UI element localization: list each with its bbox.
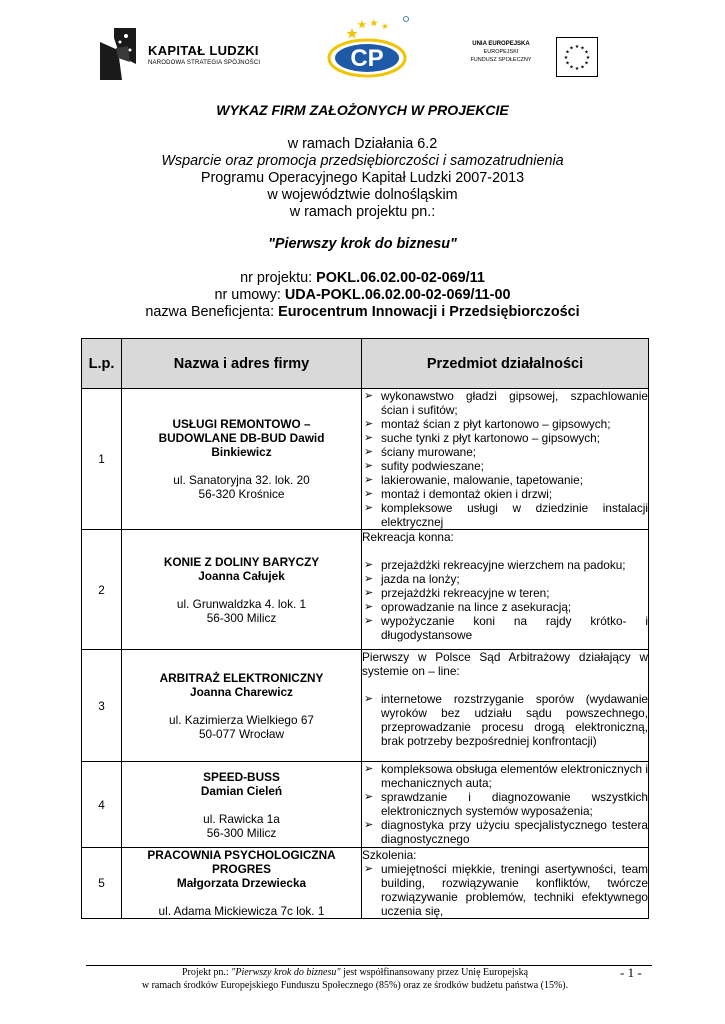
arrow-bullet-icon: ➢	[364, 587, 374, 599]
firm-address	[122, 473, 361, 501]
kapital-ludzki-subtitle: NARODOWA STRATEGIA SPÓJNOŚCI	[148, 60, 261, 66]
activity-item	[362, 762, 648, 790]
activity-intro: Rekreacja konna:	[362, 530, 454, 544]
firm-address	[122, 812, 361, 840]
heading-line-5: w ramach projektu pn.:	[289, 204, 436, 220]
row-lp: 1	[82, 389, 122, 530]
beneficiary-name: Eurocentrum Innowacji i Przedsiębiorczości	[278, 304, 580, 320]
arrow-bullet-icon: ➢	[364, 474, 374, 486]
firm-address	[122, 904, 361, 918]
activity-item-text: sprawdzanie i diagnozowanie wszystkich elektronicznych systemów wyposażenia;	[381, 790, 648, 818]
activity-intro: Pierwszy w Polsce Sąd Arbitrażowy działający w systemie on – line:	[362, 650, 648, 678]
svg-text:★: ★	[584, 60, 589, 67]
table-body	[82, 389, 649, 919]
firm-name-line: SPEED-BUSS	[203, 769, 280, 784]
footer-project: "Pierwszy krok do biznesu"	[231, 967, 341, 978]
activity-item-text: przejażdżki rekreacyjne w teren;	[381, 586, 550, 600]
activity-item	[362, 473, 648, 487]
eu-flag-icon	[556, 37, 598, 77]
project-number-line	[60, 270, 665, 287]
firm-address-line: ul. Adama Mickiewicza 7c lok. 1	[158, 904, 325, 918]
contract-number: UDA-POKL.06.02.00-02-069/11-00	[284, 287, 511, 303]
firm-address-line: 56-300 Milicz	[206, 825, 277, 840]
firm-address-line: ul. Kazimierza Wielkiego 67	[169, 712, 314, 727]
activity-item	[362, 862, 648, 918]
svg-text:★: ★	[585, 55, 591, 61]
arrow-bullet-icon: ➢	[364, 573, 374, 585]
firm-address	[122, 713, 361, 741]
svg-text:★: ★	[574, 44, 580, 50]
activity-list	[362, 762, 648, 846]
table-row	[82, 650, 649, 762]
firm-name-line: PRACOWNIA PSYCHOLOGICZNA	[147, 848, 336, 862]
firm-name-line: Joanna Charewicz	[190, 684, 293, 699]
firm-name-line: ARBITRAŻ ELEKTRONICZNY	[159, 670, 324, 685]
cp-logo-icon	[322, 14, 412, 80]
activity-item-text: wykonawstwo gładzi gipsowej, szpachlowanie ścian i sufitów;	[381, 389, 648, 417]
activity-item-text: kompleksowa obsługa elementów elektronicznych i mechanicznych auta;	[381, 762, 648, 790]
row-firm	[122, 530, 362, 650]
activity-list	[362, 558, 648, 642]
firm-address-line: 56-320 Krośnice	[198, 487, 285, 501]
activity-item-text: suche tynki z płyt kartonowo – gipsowych;	[381, 431, 601, 445]
kapital-ludzki-logo	[100, 28, 300, 80]
arrow-bullet-icon: ➢	[364, 863, 374, 875]
contract-number-label: nr umowy:	[214, 287, 285, 303]
eu-line2: EUROPEJSKI	[483, 49, 519, 55]
arrow-bullet-icon: ➢	[364, 791, 374, 803]
beneficiary-label: nazwa Beneficjenta:	[145, 304, 279, 320]
svg-text:★: ★	[584, 49, 589, 56]
firm-name-line: BUDOWLANE DB-BUD Dawid	[158, 431, 325, 445]
project-number-label: nr projektu:	[240, 270, 317, 286]
page-footer	[100, 966, 610, 992]
table-row	[82, 530, 649, 650]
activity-item	[362, 572, 648, 586]
activity-intro: Szkolenia:	[362, 848, 417, 862]
firm-address	[122, 597, 361, 625]
activity-item	[362, 790, 648, 818]
footer-line-2: w ramach środków Europejskiego Funduszu Społecznego (85%) oraz ze środków budżetu państwa (15%).	[141, 980, 569, 991]
arrow-bullet-icon: ➢	[364, 819, 374, 831]
table-row	[82, 389, 649, 530]
row-firm	[122, 848, 362, 919]
activity-item	[362, 445, 648, 459]
firm-address-line: ul. Grunwaldzka 4. lok. 1	[176, 596, 307, 611]
heading-line-3: Programu Operacyjnego Kapitał Ludzki 2007-2013	[200, 170, 525, 186]
arrow-bullet-icon: ➢	[364, 488, 374, 500]
row-lp: 5	[82, 848, 122, 919]
header-activity: Przedmiot działalności	[362, 339, 649, 389]
row-firm	[122, 389, 362, 530]
activity-item-text: diagnostyka przy użyciu specjalistycznego testera diagnostycznego	[381, 818, 648, 846]
svg-text:★: ★	[565, 49, 570, 56]
svg-text:★: ★	[569, 45, 574, 52]
page-number: - 1 -	[620, 965, 642, 980]
contract-number-line	[60, 287, 665, 304]
eu-line1: UNIA EUROPEJSKA	[472, 41, 530, 47]
activity-item	[362, 459, 648, 473]
activity-item-text: wypożyczanie koni na rajdy krótko- i długodystansowe	[381, 614, 648, 642]
arrow-bullet-icon: ➢	[364, 763, 374, 775]
kapital-ludzki-title: KAPITAŁ LUDZKI	[148, 43, 259, 58]
activity-item-text: montaż ścian z płyt kartonowo – gipsowych;	[381, 417, 611, 431]
firm-address-line: 56-300 Milicz	[206, 610, 277, 625]
arrow-bullet-icon: ➢	[364, 601, 374, 613]
arrow-bullet-icon: ➢	[364, 502, 374, 514]
kapital-ludzki-emblem-icon	[100, 28, 136, 80]
activity-item	[362, 818, 648, 846]
activity-item	[362, 692, 648, 748]
row-activity	[362, 762, 649, 848]
activity-item-text: umiejętności miękkie, treningi asertywności, team building, rozwiązywanie konfliktów, twórcze rozwiązywanie problemów, techniki efektywnego uczenia się,	[381, 862, 648, 918]
row-activity	[362, 650, 649, 762]
header-lp: L.p.	[82, 339, 122, 389]
activity-list	[362, 692, 648, 748]
arrow-bullet-icon: ➢	[364, 693, 374, 705]
activity-item	[362, 600, 648, 614]
arrow-bullet-icon: ➢	[364, 390, 374, 402]
activity-item	[362, 487, 648, 501]
arrow-bullet-icon: ➢	[364, 446, 374, 458]
activity-list	[362, 389, 648, 529]
row-lp: 3	[82, 650, 122, 762]
row-lp: 2	[82, 530, 122, 650]
beneficiary-line	[60, 304, 665, 321]
row-activity	[362, 848, 649, 919]
eu-logo	[456, 37, 601, 77]
firm-name-line: Damian Cieleń	[200, 783, 283, 798]
footer-prefix: Projekt pn.:	[181, 967, 232, 978]
activity-item-text: kompleksowe usługi w dziedzinie instalacji elektrycznej	[381, 501, 648, 529]
row-firm	[122, 650, 362, 762]
heading-line-4: w województwie dolnośląskim	[267, 187, 458, 203]
activity-item-text: montaż i demontaż okien i drzwi;	[381, 487, 553, 501]
heading-line-1: w ramach Działania 6.2	[287, 136, 438, 152]
page-header	[0, 0, 725, 92]
svg-text:★: ★	[563, 55, 569, 61]
firm-name-line: USŁUGI REMONTOWO –	[172, 417, 311, 431]
firm-name-line: KONIE Z DOLINY BARYCZY	[163, 554, 320, 569]
firm-address-line: 50-077 Wrocław	[198, 726, 285, 741]
row-activity	[362, 530, 649, 650]
row-activity	[362, 389, 649, 530]
activity-item	[362, 558, 648, 572]
firm-address-line: ul. Rawicka 1a	[203, 811, 280, 826]
cp-logo-text: CP	[350, 45, 384, 72]
activity-item	[362, 586, 648, 600]
svg-text:★: ★	[580, 64, 585, 71]
activity-item-text: oprowadzanie na lince z asekuracją;	[381, 600, 572, 614]
firm-name-line: Joanna Całujek	[198, 568, 285, 583]
activity-item	[362, 614, 648, 642]
arrow-bullet-icon: ➢	[364, 615, 374, 627]
firm-address-line: ul. Sanatoryjna 32. lok. 20	[173, 473, 310, 487]
activity-item	[362, 389, 648, 417]
eu-line3: FUNDUSZ SPOŁECZNY	[470, 57, 532, 63]
table-header-row	[82, 339, 649, 389]
header-firm: Nazwa i adres firmy	[122, 339, 362, 389]
document-title: WYKAZ FIRM ZAŁOŻONYCH W PROJEKCIE	[216, 102, 509, 118]
row-lp: 4	[82, 762, 122, 848]
heading-line-2: Wsparcie oraz promocja przedsiębiorczości i samozatrudnienia	[161, 153, 564, 169]
svg-text:★: ★	[565, 60, 570, 67]
project-name: "Pierwszy krok do biznesu"	[268, 236, 457, 252]
firm-name-line: Binkiewicz	[211, 445, 272, 459]
eu-logo-text	[456, 40, 546, 64]
activity-item	[362, 417, 648, 431]
row-firm	[122, 762, 362, 848]
firm-name-line: PROGRES	[212, 862, 271, 876]
footer-line-1	[100, 966, 610, 979]
activity-item-text: internetowe rozstrzyganie sporów (wydawanie wyroków bez udziału sądu powszechnego, przeprowadzanie procesu drogą elektroniczną, brak potrzeby bezpośredniej konfrontacji)	[381, 692, 648, 748]
svg-text:★: ★	[569, 64, 574, 71]
svg-text:★: ★	[574, 66, 580, 72]
project-number: POKL.06.02.00-02-069/11	[316, 270, 485, 286]
activity-item-text: przejażdżki rekreacyjne wierzchem na padoku;	[381, 558, 626, 572]
arrow-bullet-icon: ➢	[364, 418, 374, 430]
activity-item	[362, 431, 648, 445]
arrow-bullet-icon: ➢	[364, 559, 374, 571]
arrow-bullet-icon: ➢	[364, 460, 374, 472]
activity-list	[362, 862, 648, 918]
activity-item-text: ściany murowane;	[381, 445, 477, 459]
activity-item	[362, 501, 648, 529]
table-row	[82, 848, 649, 919]
table-row	[82, 762, 649, 848]
svg-text:★: ★	[580, 45, 585, 52]
activity-item-text: jazda na lonży;	[381, 572, 460, 586]
firm-name-line: Małgorzata Drzewiecka	[176, 876, 307, 890]
firms-table	[81, 338, 649, 919]
activity-item-text: lakierowanie, malowanie, tapetowanie;	[381, 473, 583, 487]
footer-suffix: jest współfinansowany przez Unię Europejską	[340, 967, 529, 978]
activity-item-text: sufity podwieszane;	[381, 459, 484, 473]
arrow-bullet-icon: ➢	[364, 432, 374, 444]
